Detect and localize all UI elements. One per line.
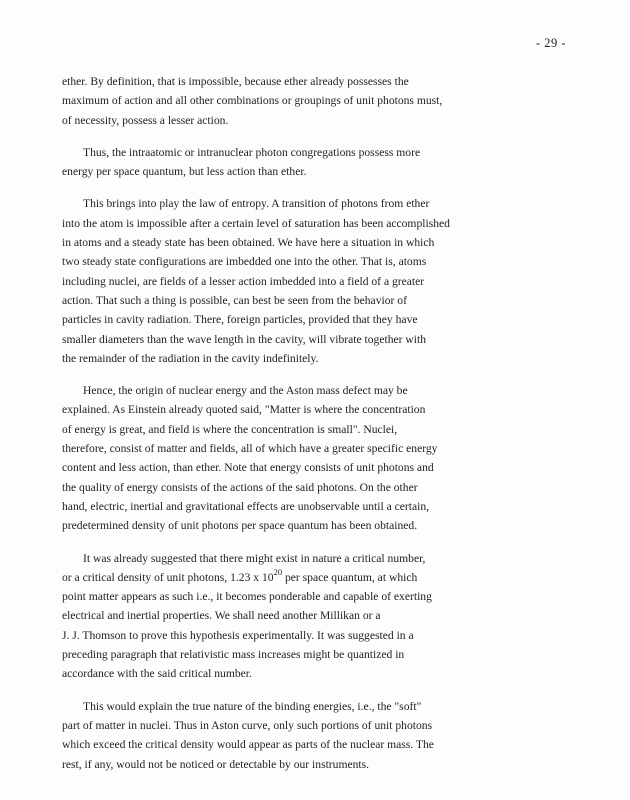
text-line: of necessity, possess a lesser action. — [62, 113, 229, 127]
paragraph — [62, 143, 572, 182]
text-line: Thus, the intraatomic or intranuclear photon congregations possess more — [83, 145, 421, 159]
text-line: action. That such a thing is possible, can best be seen from the behavior of — [62, 293, 407, 307]
text-line: including nuclei, are fields of a lesser action imbedded into a field of a greater — [62, 274, 425, 288]
paragraph — [62, 72, 572, 130]
text-line: content and less action, than ether. Note that energy consists of unit photons and — [62, 461, 434, 475]
text-line: This brings into play the law of entropy. A transition of photons from ether — [83, 197, 430, 211]
text-line: the quality of energy consists of the actions of the said photons. On the other — [62, 480, 418, 494]
document-body — [62, 72, 572, 787]
exponent-base-text: or a critical density of unit photons, 1.23 x 10 — [62, 570, 274, 584]
text-line: Hence, the origin of nuclear energy and the Aston mass defect may be — [83, 384, 408, 398]
text-line: explained. As Einstein already quoted said, "Matter is where the concentration — [62, 403, 426, 417]
text-line: part of matter in nuclei. Thus in Aston curve, only such portions of unit photons — [62, 718, 433, 732]
text-line: hand, electric, inertial and gravitational effects are unobservable until a certain, — [62, 499, 430, 513]
text-line: therefore, consist of matter and fields, all of which have a greater specific energy — [62, 442, 438, 456]
text-line: energy per space quantum, but less action than ether. — [62, 165, 307, 179]
text-line: J. J. Thomson to prove this hypothesis experimentally. It was suggested in a — [62, 628, 414, 642]
text-line: This would explain the true nature of the binding energies, i.e., the "soft" — [83, 699, 422, 713]
text-line: which exceed the critical density would appear as parts of the nuclear mass. The — [62, 738, 434, 752]
text-line: into the atom is impossible after a certain level of saturation has been accomplished — [62, 216, 450, 230]
text-line: ether. By definition, that is impossible, because ether already possesses the — [62, 75, 409, 88]
paragraph — [62, 697, 572, 774]
page-number: - 29 - — [536, 36, 567, 50]
text-line: maximum of action and all other combinations or groupings of unit photons must, — [62, 94, 443, 108]
paragraph — [62, 549, 572, 684]
text-line: accordance with the said critical number. — [62, 667, 252, 681]
text-line: preceding paragraph that relativistic mass increases might be quantized in — [62, 648, 405, 662]
text-line-with-exponent — [62, 568, 572, 587]
text-line: predetermined density of unit photons per space quantum has been obtained. — [62, 519, 418, 533]
text-line: electrical and inertial properties. We shall need another Millikan or a — [62, 609, 381, 623]
paragraph — [62, 194, 572, 368]
text-line: particles in cavity radiation. There, foreign particles, provided that they have — [62, 313, 418, 327]
text-line: It was already suggested that there might exist in nature a critical number, — [83, 551, 426, 565]
text-line: of energy is great, and field is where the concentration is small". Nuclei, — [62, 422, 398, 436]
paragraph — [62, 381, 572, 535]
text-line: smaller diameters than the wave length in the cavity, will vibrate together with — [62, 332, 427, 346]
text-line: in atoms and a steady state has been obtained. We have here a situation in which — [62, 236, 435, 250]
text-line: two steady state configurations are imbedded one into the other. That is, atoms — [62, 255, 427, 269]
text-line: rest, if any, would not be noticed or detectable by our instruments. — [62, 757, 370, 771]
text-line: point matter appears as such i.e., it becomes ponderable and capable of exerting — [62, 590, 432, 604]
exponent-trailing-text: per space quantum, at which — [282, 570, 418, 584]
text-line: the remainder of the radiation in the cavity indefinitely. — [62, 351, 319, 365]
exponent-superscript: 20 — [273, 566, 283, 577]
